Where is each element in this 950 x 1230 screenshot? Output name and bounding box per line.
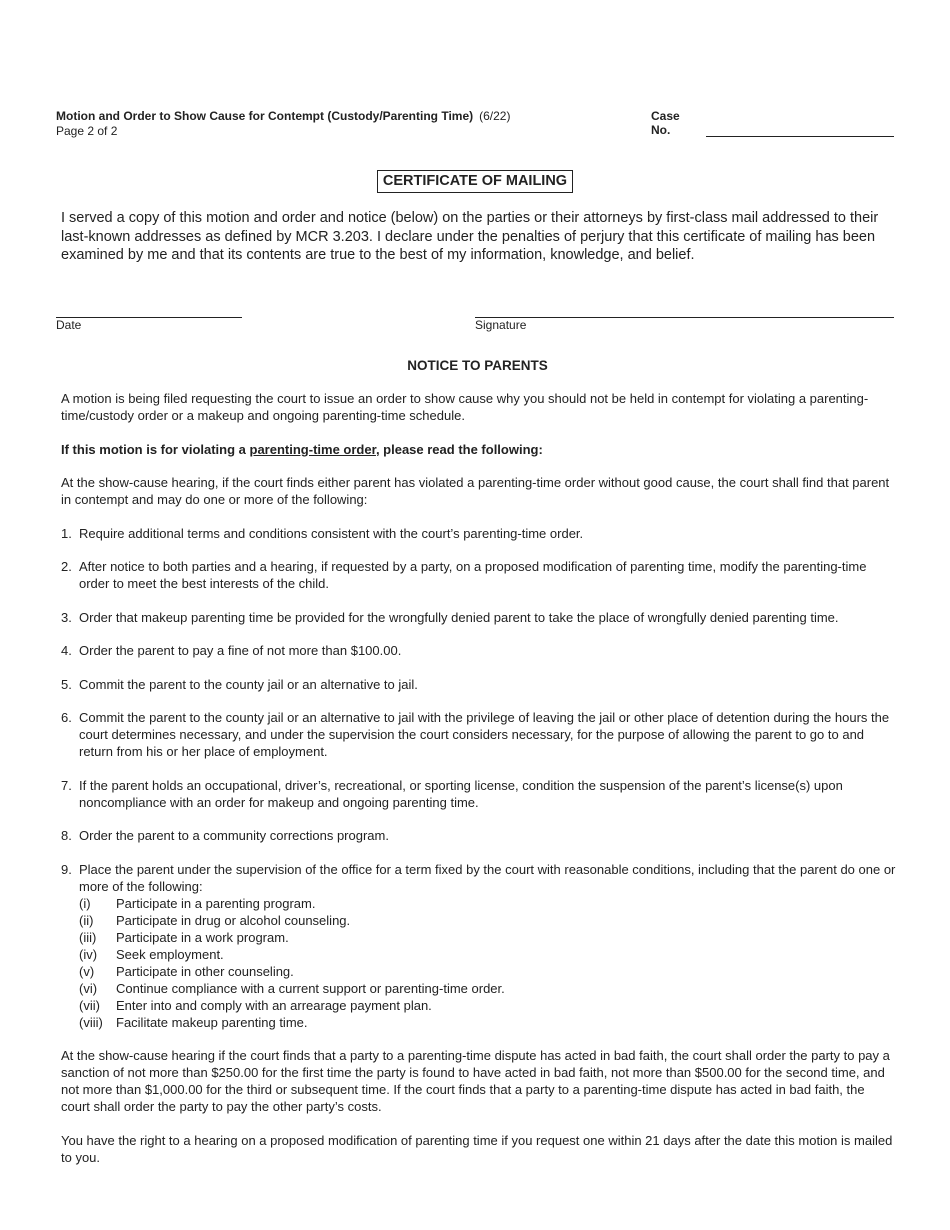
list-item bbox=[61, 525, 897, 542]
item-number: 6. bbox=[61, 710, 72, 725]
list-item bbox=[61, 827, 897, 844]
sub-item-text: Participate in a parenting program. bbox=[116, 895, 316, 911]
list-item bbox=[61, 861, 897, 1031]
item-text: Commit the parent to the county jail or an alternative to jail with the privilege of leaving the jail or other place of detention during the hours the court determines necessary, and under the supervision the court considers necessary, for the purpose of allowing the parent to go to and return from his or her place of employment. bbox=[79, 710, 890, 759]
notice-intro: A motion is being filed requesting the court to issue an order to show cause why you should not be held in contempt for violating a parenting-time/custody order or a makeup and ongoing parenting-time schedule. bbox=[61, 391, 869, 423]
list-item bbox=[61, 709, 897, 760]
item-9-content bbox=[79, 861, 897, 1031]
form-title: Motion and Order to Show Cause for Contempt (Custody/Parenting Time) bbox=[56, 109, 474, 123]
certificate-text: I served a copy of this motion and order and notice (below) on the parties or their attorneys by first-class mail addressed to their last-known addresses as defined by MCR 3.203. I declare under the penalties of perjury that this certificate of mailing has been examined by me and that its contents are true to the best of my information, knowledge, and belief. bbox=[61, 210, 879, 263]
case-number-label: Case No. bbox=[651, 109, 680, 137]
list-item bbox=[61, 676, 897, 693]
item-number: 3. bbox=[61, 609, 72, 625]
case-number-field[interactable] bbox=[651, 109, 894, 137]
sub-item-number: (viii) bbox=[79, 1014, 103, 1030]
sub-list-item bbox=[79, 946, 897, 963]
list-item bbox=[61, 777, 897, 811]
sub-item-text: Continue compliance with a current support or parenting-time order. bbox=[116, 980, 505, 996]
sub-list-item bbox=[79, 980, 897, 997]
notice-title: NOTICE TO PARENTS bbox=[407, 358, 548, 373]
sub-item-number: (ii) bbox=[79, 912, 94, 928]
item-number: 5. bbox=[61, 676, 72, 692]
bold-prefix: If this motion is for violating a bbox=[61, 441, 250, 457]
date-line[interactable] bbox=[56, 317, 242, 318]
case-number-line[interactable] bbox=[706, 123, 894, 137]
sub-item-number: (iv) bbox=[79, 946, 98, 962]
certificate-title-box bbox=[0, 170, 950, 193]
item-number: 9. bbox=[61, 861, 72, 877]
sub-list-item bbox=[79, 912, 897, 929]
hearing-text: At the show-cause hearing, if the court finds either parent has violated a parenting-time order without good cause, the court shall find that parent in contempt and may do one or more of the following: bbox=[61, 475, 890, 507]
sub-item-text: Participate in other counseling. bbox=[116, 963, 294, 979]
item-text: After notice to both parties and a hearing, if requested by a party, on a proposed modification of parenting time, modify the parenting-time order to meet the best interests of the child. bbox=[79, 559, 867, 591]
sub-list-item bbox=[79, 1014, 897, 1031]
sub-item-text: Seek employment. bbox=[116, 946, 224, 962]
list-item bbox=[61, 609, 897, 626]
sub-item-text: Enter into and comply with an arrearage payment plan. bbox=[116, 997, 432, 1013]
sub-item-number: (vii) bbox=[79, 997, 100, 1013]
item-text: If the parent holds an occupational, driver’s, recreational, or sporting license, condition the suspension of the parent’s license(s) upon noncompliance with an order for makeup and ongoing parenting time. bbox=[79, 777, 843, 810]
signature-line[interactable] bbox=[475, 317, 894, 318]
item-text: Order the parent to a community corrections program. bbox=[79, 828, 389, 843]
date-label: Date bbox=[56, 318, 82, 332]
notice-bold-heading bbox=[61, 441, 897, 458]
list-item bbox=[61, 642, 897, 659]
item-text: Order that makeup parenting time be provided for the wrongfully denied parent to take the place of wrongfully denied parenting time. bbox=[79, 609, 839, 625]
item-text: Order the parent to pay a fine of not more than $100.00. bbox=[79, 643, 402, 658]
item-text: Place the parent under the supervision of the office for a term fixed by the court with reasonable conditions, including that the parent do one or more of the following: bbox=[79, 861, 896, 894]
sub-item-number: (iii) bbox=[79, 929, 97, 945]
sub-list-item bbox=[79, 997, 897, 1014]
item-number: 2. bbox=[61, 559, 72, 574]
sub-list-item bbox=[79, 895, 897, 912]
form-header bbox=[56, 109, 894, 138]
sub-item-number: (vi) bbox=[79, 980, 98, 996]
list-item bbox=[61, 558, 897, 592]
item-number: 7. bbox=[61, 777, 72, 793]
sub-item-text: Participate in a work program. bbox=[116, 929, 289, 945]
item-text: Require additional terms and conditions consistent with the court’s parenting-time order. bbox=[79, 525, 584, 541]
notice-body bbox=[61, 390, 897, 1182]
signature-label: Signature bbox=[475, 318, 527, 332]
bad-faith-text: At the show-cause hearing if the court finds that a party to a parenting-time dispute has acted in bad faith, the court shall order the party to pay a sanction of not more than $250.00 for the first time the party is found to have acted in bad faith, not more than $500.00 for the second time, and not more than $1,000.00 for the third or subsequent time. If the court finds that a party to a parenting-time dispute has acted in bad faith, the court shall order the party to pay the other party’s costs. bbox=[61, 1048, 890, 1114]
item-number: 4. bbox=[61, 643, 72, 658]
form-revision: (6/22) bbox=[479, 109, 511, 123]
sub-list-item bbox=[79, 963, 897, 980]
item-number: 1. bbox=[61, 525, 72, 541]
bold-suffix: , please read the following: bbox=[375, 441, 543, 457]
item-number: 8. bbox=[61, 828, 72, 843]
sub-item-number: (i) bbox=[79, 895, 91, 911]
sub-item-number: (v) bbox=[79, 963, 95, 979]
right-to-hearing-text: You have the right to a hearing on a proposed modification of parenting time if you request one within 21 days after the date this motion is mailed to you. bbox=[61, 1132, 893, 1165]
page-number: Page 2 of 2 bbox=[56, 124, 118, 138]
certificate-title: CERTIFICATE OF MAILING bbox=[377, 170, 573, 193]
sub-list-item bbox=[79, 929, 897, 946]
sub-item-text: Facilitate makeup parenting time. bbox=[116, 1014, 308, 1030]
parenting-time-order-term: parenting-time order bbox=[249, 441, 376, 457]
sub-list bbox=[79, 895, 897, 1031]
item-text: Commit the parent to the county jail or an alternative to jail. bbox=[79, 676, 418, 692]
sub-item-text: Participate in drug or alcohol counseling. bbox=[116, 912, 351, 928]
